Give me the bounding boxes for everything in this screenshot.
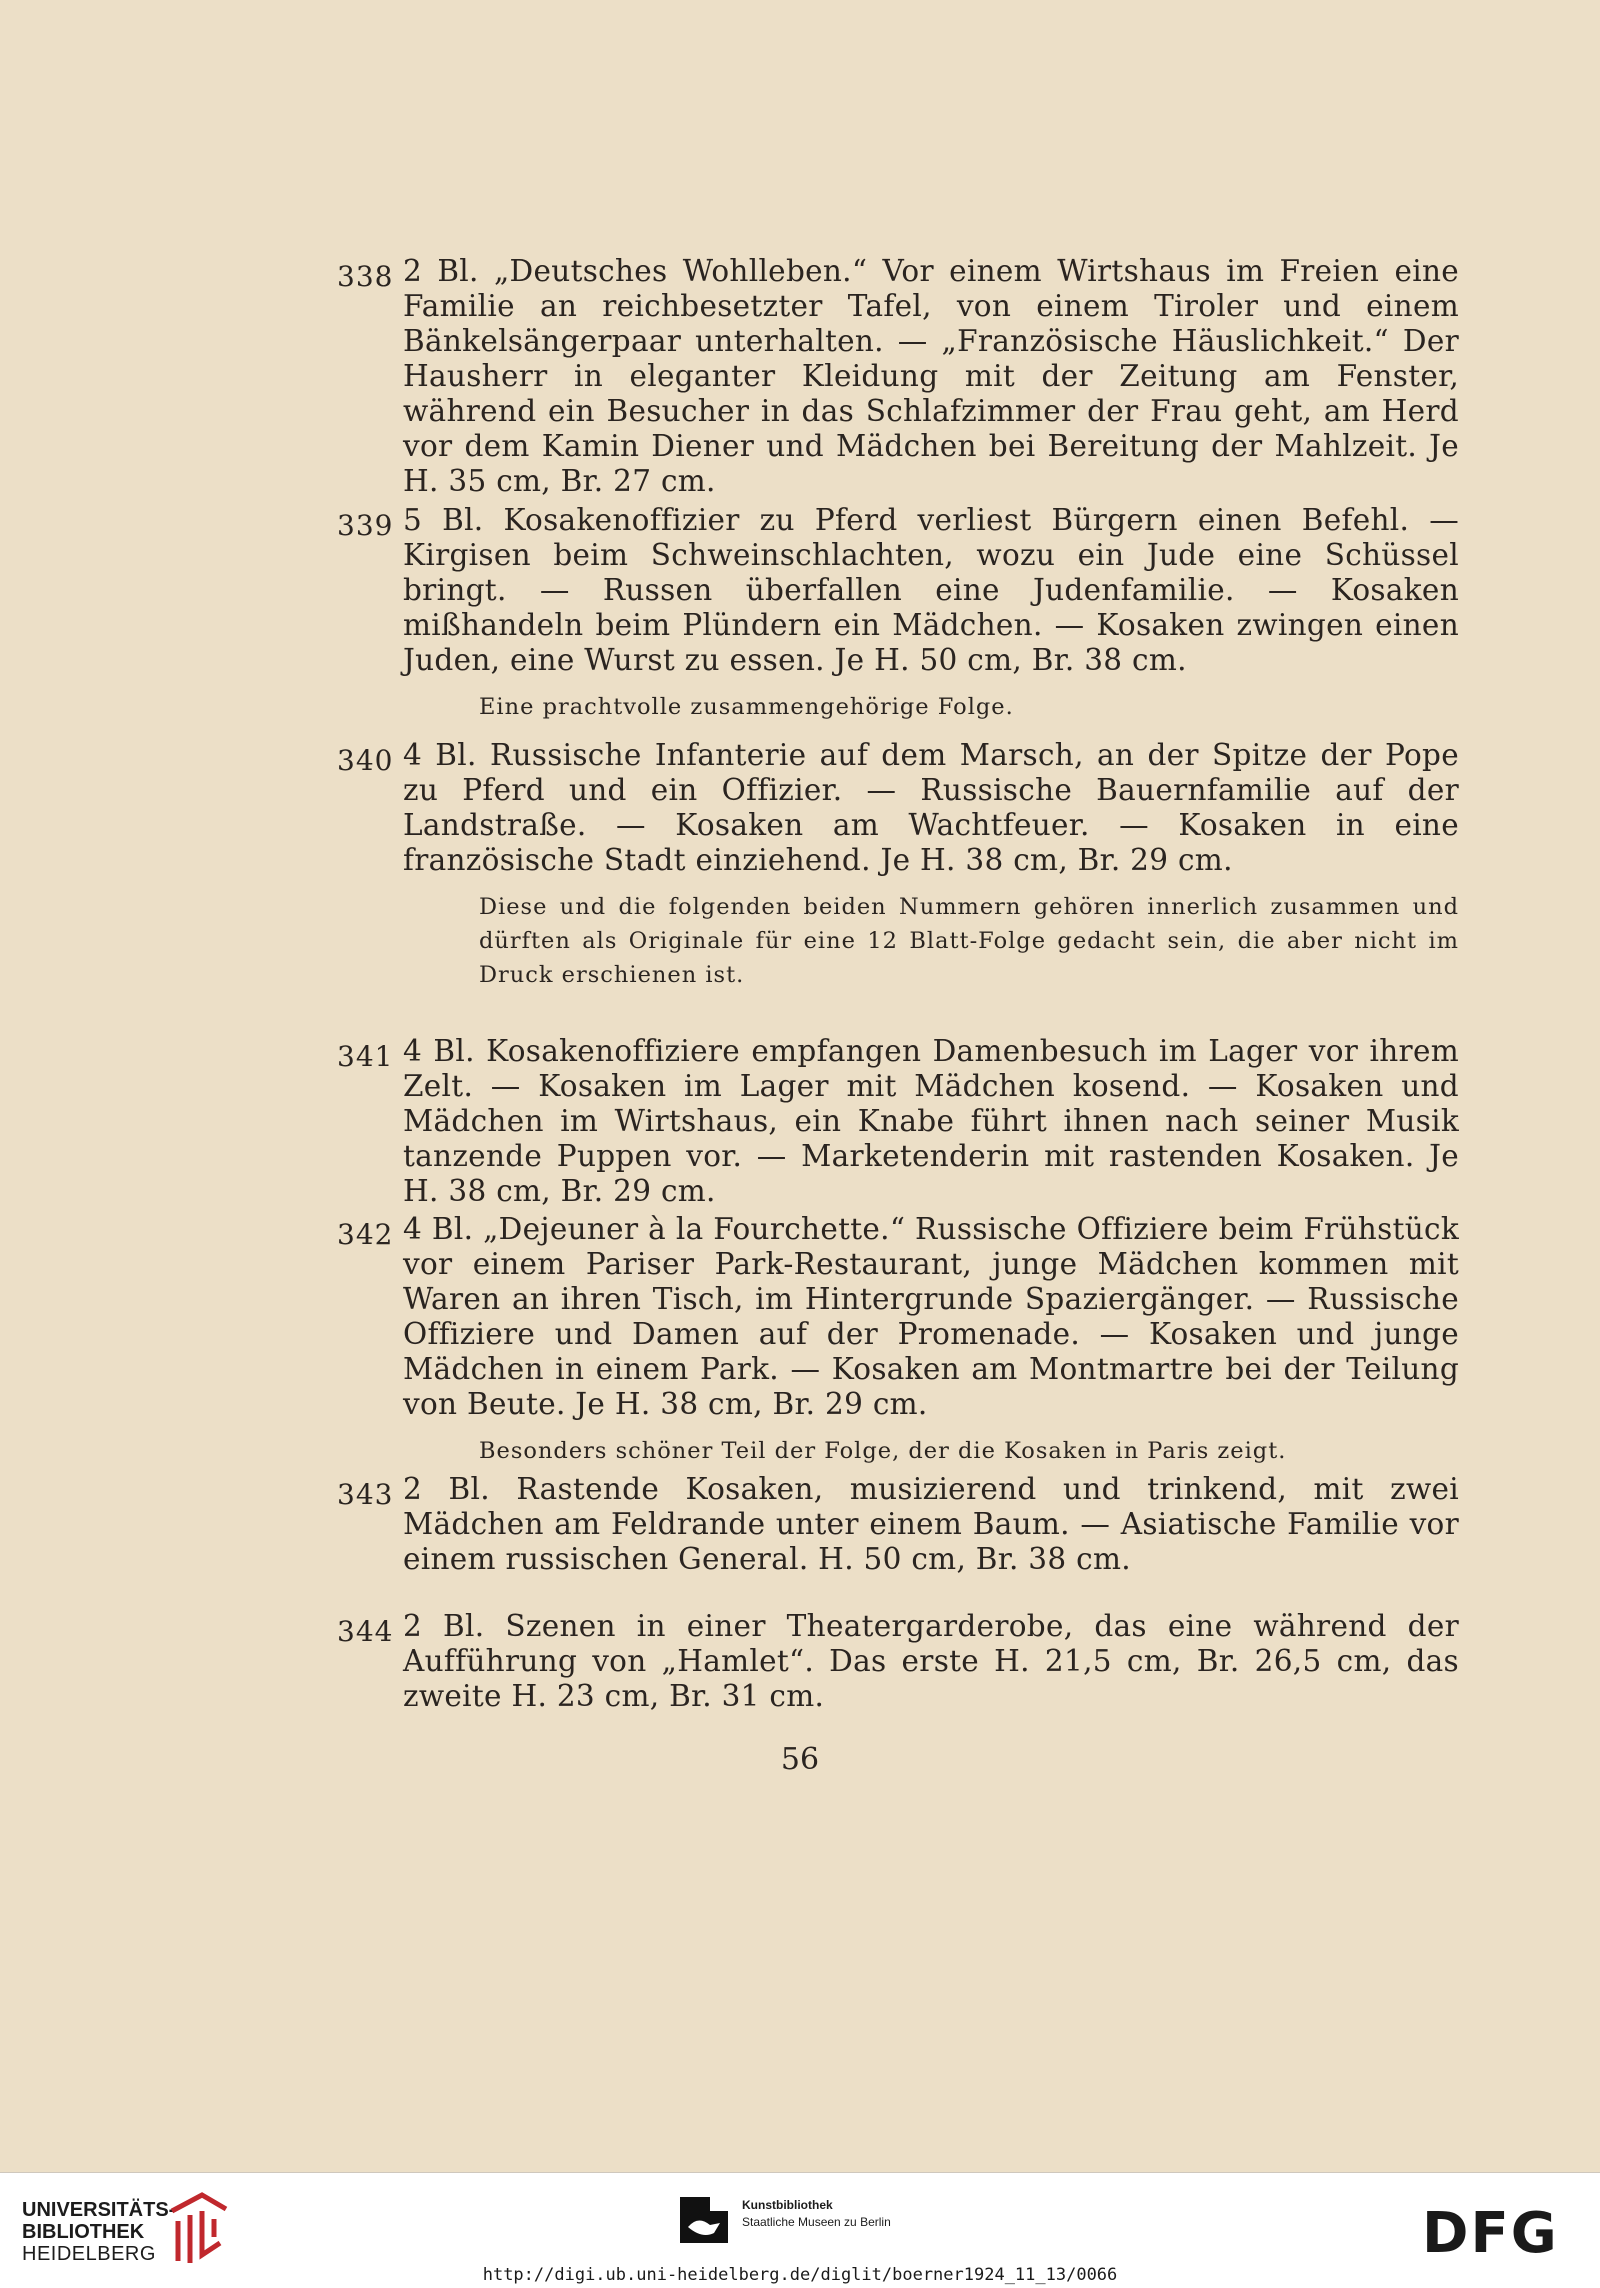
entry-note: Besonders schöner Teil der Folge, der die Kosaken in Paris zeigt.	[479, 1438, 1287, 1464]
entry-note: Eine prachtvolle zusammengehörige Folge.	[479, 694, 1014, 720]
kb-name-line2: Staatliche Museen zu Berlin	[742, 2215, 891, 2229]
entry-number: 339	[337, 509, 394, 542]
entry-number: 343	[337, 1478, 394, 1511]
kunstbibliothek-logo[interactable]	[680, 2191, 940, 2271]
entry-text: 2 Bl. „Deutsches Wohlleben.“ Vor einem Wirtshaus im Freien eine Familie an reichbesetzter Tafel, von einem Tiroler und einem Bänkelsängerpaar unterhalten. — „Französische Häuslichkeit.“ Der Hausherr in eleganter Kleidung mit der Zeitung am Fenster, während ein Besucher in das Schlafzimmer der Frau geht, am Herd vor dem Kamin Diener und Mädchen bei Bereitung der Mahlzeit. Je H. 35 cm, Br. 27 cm.	[403, 254, 1459, 498]
page-number: 56	[780, 1742, 820, 1777]
entry-number: 342	[337, 1218, 394, 1251]
catalog-entry-341	[337, 1034, 1459, 1209]
ub-name-line1: UNIVERSITÄTS-	[22, 2199, 176, 2221]
catalog-entry-338	[337, 254, 1459, 499]
entry-text: 2 Bl. Rastende Kosaken, musizierend und trinkend, mit zwei Mädchen am Feldrande unter einem Baum. — Asiatische Familie vor einem russischen General. H. 50 cm, Br. 38 cm.	[403, 1472, 1459, 1576]
ub-name-line3: HEIDELBERG	[22, 2243, 156, 2265]
catalog-entry-343	[337, 1472, 1459, 1577]
entry-text: 4 Bl. Russische Infanterie auf dem Marsch, an der Spitze der Pope zu Pferd und ein Offizier. — Russische Bauernfamilie auf der Landstraße. — Kosaken am Wachtfeuer. — Kosaken in eine französische Stadt einziehend. Je H. 38 cm, Br. 29 cm.	[403, 738, 1459, 877]
kunstbibliothek-emblem-icon	[680, 2197, 728, 2247]
entry-text: 4 Bl. Kosakenoffiziere empfangen Damenbesuch im Lager vor ihrem Zelt. — Kosaken im Lager mit Mädchen kosend. — Kosaken und Mädchen im Wirtshaus, ein Knabe führt ihnen nach seiner Musik tanzende Puppen vor. — Marketenderin mit rastenden Kosaken. Je H. 38 cm, Br. 29 cm.	[403, 1034, 1459, 1208]
ub-emblem-icon	[160, 2191, 240, 2270]
entry-text: 5 Bl. Kosakenoffizier zu Pferd verliest Bürgern einen Befehl. — Kirgisen beim Schweinschlachten, wozu ein Jude eine Schüssel bringt. — Russen überfallen eine Judenfamilie. — Kosaken mißhandeln beim Plündern ein Mädchen. — Kosaken zwingen einen Juden, eine Wurst zu essen. Je H. 50 cm, Br. 38 cm.	[403, 503, 1459, 677]
entry-number: 341	[337, 1040, 394, 1073]
entry-note: Diese und die folgenden beiden Nummern gehören innerlich zusammen und dürften als Originale für eine 12 Blatt-Folge gedacht sein, die aber nicht im Druck erschienen ist.	[479, 894, 1459, 988]
ub-heidelberg-logo[interactable]	[22, 2191, 252, 2271]
viewer-footer	[0, 2172, 1600, 2288]
catalog-entry-340	[337, 738, 1459, 992]
entry-text: 4 Bl. „Dejeuner à la Fourchette.“ Russische Offiziere beim Frühstück vor einem Pariser Park-Restaurant, junge Mädchen kommen mit Waren an ihren Tisch, im Hintergrunde Spaziergänger. — Russische Offiziere und Damen auf der Promenade. — Kosaken und junge Mädchen in einem Park. — Kosaken am Montmartre bei der Teilung von Beute. Je H. 38 cm, Br. 29 cm.	[403, 1212, 1459, 1421]
catalog-entry-344	[337, 1609, 1459, 1714]
catalog-entry-342	[337, 1212, 1459, 1468]
catalog-entry-339	[337, 503, 1459, 724]
permalink-url[interactable]: http://digi.ub.uni-heidelberg.de/diglit/boerner1924_11_13/0066	[482, 2265, 1118, 2285]
entry-number: 340	[337, 744, 394, 777]
entry-text: 2 Bl. Szenen in einer Theatergarderobe, das eine während der Aufführung von „Hamlet“. Das erste H. 21,5 cm, Br. 26,5 cm, das zweite H. 23 cm, Br. 31 cm.	[403, 1609, 1459, 1713]
entry-number: 344	[337, 1615, 394, 1648]
ub-name-line2: BIBLIOTHEK	[22, 2221, 145, 2243]
dfg-logo[interactable]: DFG	[1422, 2201, 1559, 2266]
entry-number: 338	[337, 260, 394, 293]
kb-name-line1: Kunstbibliothek	[742, 2198, 833, 2212]
